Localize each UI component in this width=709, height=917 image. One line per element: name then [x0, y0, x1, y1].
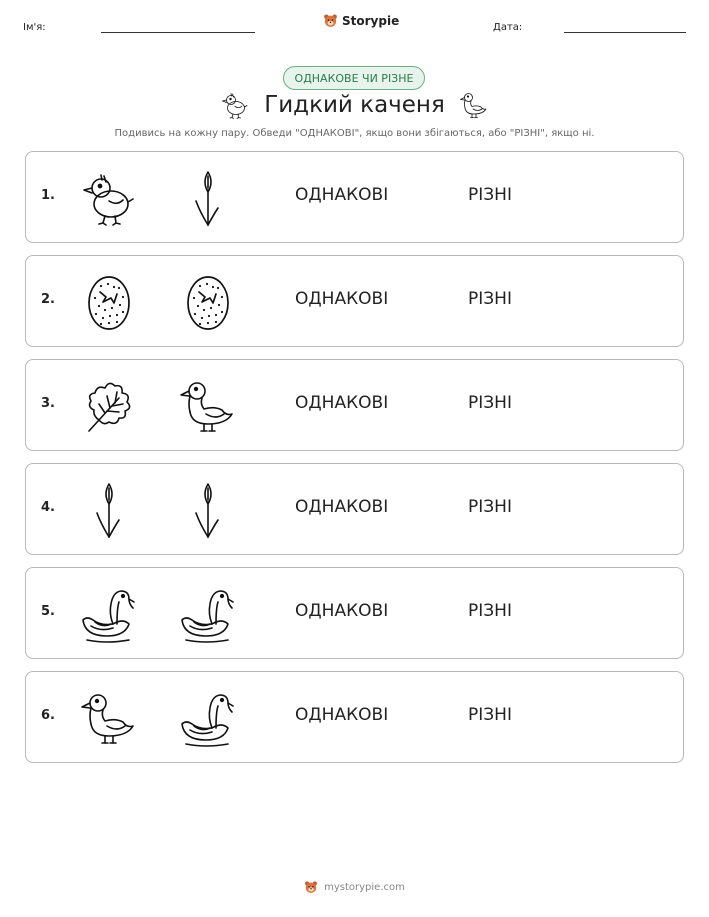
same-option[interactable]: ОДНАКОВІ	[295, 289, 389, 309]
row-number: 3.	[41, 396, 55, 411]
worksheet-type-badge: ОДНАКОВЕ ЧИ РІЗНЕ	[283, 66, 425, 90]
different-option[interactable]: РІЗНІ	[468, 393, 512, 413]
duckling-icon	[79, 168, 139, 228]
reed-icon	[79, 480, 139, 540]
bear-logo-icon	[323, 13, 338, 28]
different-option[interactable]: РІЗНІ	[468, 185, 512, 205]
row-number: 4.	[41, 500, 55, 515]
name-label: Ім'я:	[23, 22, 46, 33]
exercise-row	[25, 255, 684, 347]
row-number: 1.	[41, 188, 55, 203]
same-option[interactable]: ОДНАКОВІ	[295, 497, 389, 517]
duck-icon	[79, 688, 139, 748]
same-option[interactable]: ОДНАКОВІ	[295, 601, 389, 621]
exercise-row	[25, 671, 684, 763]
same-option[interactable]: ОДНАКОВІ	[295, 705, 389, 725]
different-option[interactable]: РІЗНІ	[468, 289, 512, 309]
leaf-icon	[79, 376, 139, 436]
exercise-row	[25, 463, 684, 555]
egg-icon	[178, 272, 238, 332]
egg-icon	[79, 272, 139, 332]
reed-icon	[178, 480, 238, 540]
row-number: 2.	[41, 292, 55, 307]
different-option[interactable]: РІЗНІ	[468, 705, 512, 725]
swan-icon	[178, 584, 238, 644]
footer-url[interactable]: mystorypie.com	[324, 881, 405, 893]
duck-icon	[178, 376, 238, 436]
swan-icon	[79, 584, 139, 644]
row-number: 5.	[41, 604, 55, 619]
bear-logo-icon	[304, 880, 318, 894]
storypie-brand	[323, 13, 399, 28]
same-option[interactable]: ОДНАКОВІ	[295, 393, 389, 413]
footer	[0, 880, 709, 894]
date-label: Дата:	[493, 22, 523, 33]
reed-icon	[178, 168, 238, 228]
instructions: Подивись на кожну пару. Обведи "ОДНАКОВІ", якщо вони збігаються, або "РІЗНІ", якщо ні.	[114, 128, 595, 139]
brand-name: Storypie	[342, 13, 400, 28]
duckling-icon	[220, 90, 250, 120]
swan-icon	[178, 688, 238, 748]
date-field-line[interactable]	[564, 32, 686, 33]
different-option[interactable]: РІЗНІ	[468, 601, 512, 621]
exercise-row	[25, 151, 684, 243]
name-field-line[interactable]	[101, 32, 255, 33]
exercise-row	[25, 359, 684, 451]
same-option[interactable]: ОДНАКОВІ	[295, 185, 389, 205]
duck-icon	[459, 90, 489, 120]
exercise-row	[25, 567, 684, 659]
row-number: 6.	[41, 708, 55, 723]
title-row	[0, 90, 709, 120]
different-option[interactable]: РІЗНІ	[468, 497, 512, 517]
page-title: Гидкий каченя	[264, 92, 445, 118]
